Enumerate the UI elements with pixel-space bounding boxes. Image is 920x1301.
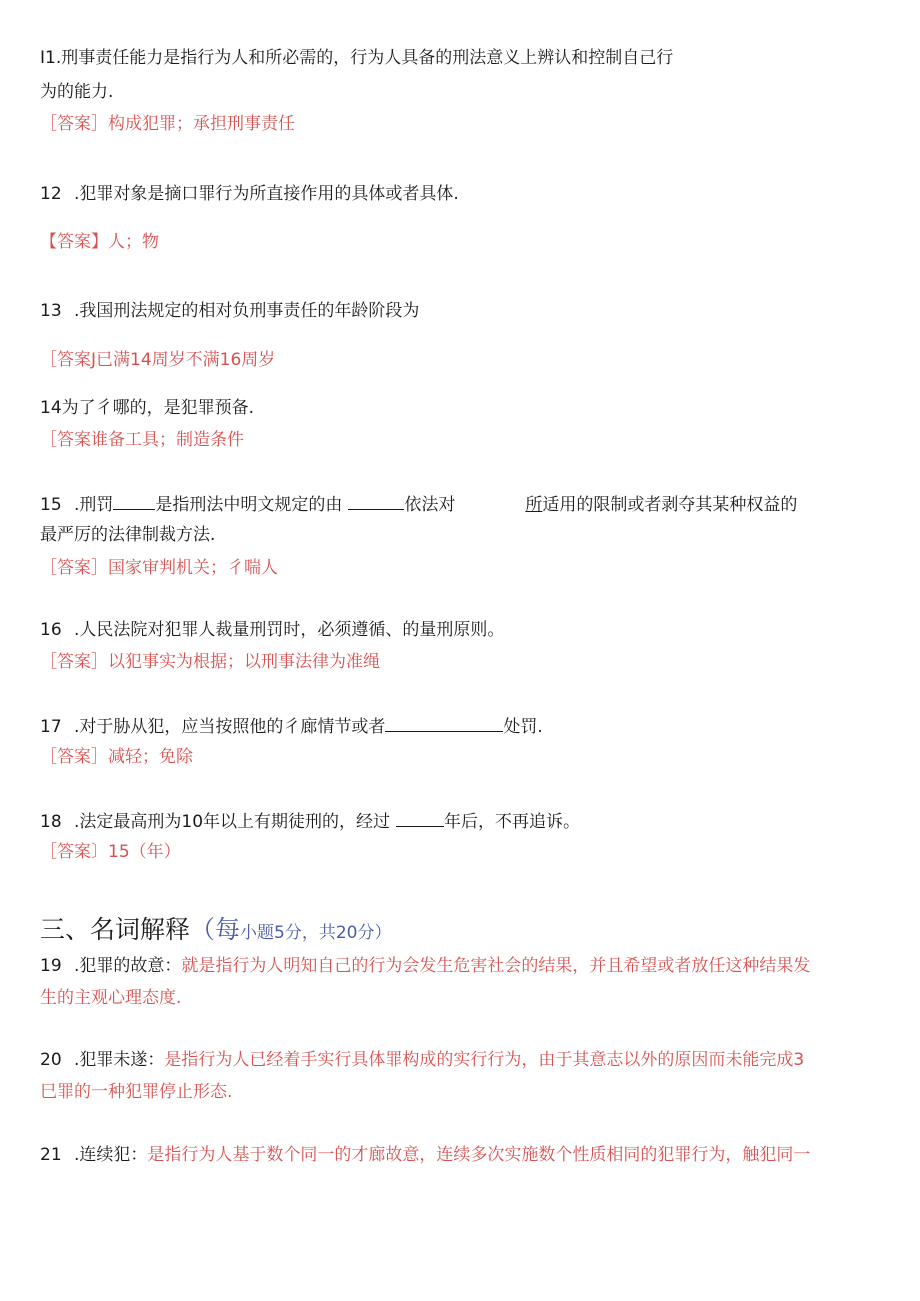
question-text-part: 处罚. — [503, 717, 543, 737]
answer-12: 【答案】人；物 — [40, 232, 159, 252]
question-12 — [40, 182, 459, 206]
question-number: 15 — [40, 495, 62, 515]
definition: 是指行为人基于数个同一的才廊故意，连续多次实施数个性质相同的犯罪行为，触犯同一 — [147, 1145, 811, 1165]
question-number: 21 — [40, 1145, 62, 1165]
question-text-part: .刑罚 — [74, 495, 114, 515]
question-19-line2: 生的主观心理态度. — [40, 988, 182, 1008]
question-text-part: 是指刑法中明文规定的由 — [155, 495, 343, 515]
section-paren: （每 — [190, 915, 241, 944]
fill-blank — [396, 808, 444, 827]
answer-17: ［答案］减轻；免除 — [40, 747, 193, 767]
question-16 — [40, 618, 504, 642]
question-11-line1: I1.刑事责任能力是指行为人和所必需的，行为人具备的刑法意义上辨认和控制自己行 — [40, 48, 674, 68]
definition: 是指行为人已经着手实行具体罪构成的实行行为，由于其意志以外的原因而未能完成3 — [164, 1050, 805, 1070]
question-text-part: .对于胁从犯，应当按照他的彳廊情节或者 — [74, 717, 386, 737]
question-text-part: .法定最高刑为10年以上有期徒刑的，经过 — [74, 812, 391, 832]
answer-16: ［答案］以犯事实为根据；以刑事法律为准绳 — [40, 652, 380, 672]
fill-blank — [113, 491, 155, 510]
question-number: 12 — [40, 184, 62, 204]
question-15-line1 — [40, 491, 797, 517]
term: .犯罪未遂： — [74, 1050, 165, 1070]
term: .连续犯： — [74, 1145, 148, 1165]
question-17 — [40, 713, 543, 739]
question-number: 13 — [40, 301, 62, 321]
question-21-line1 — [40, 1143, 810, 1167]
question-20-line2: 巳罪的一种犯罪停止形态. — [40, 1082, 233, 1102]
answer-13: ［答案J已满14周岁不满16周岁 — [40, 350, 276, 370]
question-14: 14为了彳哪的，是犯罪预备. — [40, 398, 255, 418]
term: .犯罪的故意： — [74, 956, 182, 976]
fill-blank — [348, 491, 404, 510]
question-20-line1 — [40, 1048, 804, 1072]
question-number: 16 — [40, 620, 62, 640]
question-text-part: 所 — [525, 495, 543, 515]
question-text-part: 适用的限制或者剥夺其某种权益的 — [542, 495, 798, 515]
section-points: 小题5分，共20分） — [240, 923, 392, 943]
question-number: 18 — [40, 812, 62, 832]
question-18 — [40, 808, 580, 834]
question-11-line2: 为的能力. — [40, 82, 114, 102]
question-text-part: 年后，不再追诉。 — [444, 812, 581, 832]
question-number: 20 — [40, 1050, 62, 1070]
answer-14: ［答案谁备工具；制造条件 — [40, 430, 244, 450]
answer-18: ［答案〕15（年） — [40, 842, 181, 862]
section-title: 三、名词解释 — [40, 915, 191, 944]
question-text-part: 依法对 — [404, 495, 456, 515]
question-19-line1 — [40, 954, 810, 978]
question-number: 19 — [40, 956, 62, 976]
question-number: 17 — [40, 717, 62, 737]
question-text: .犯罪对象是摘口罪行为所直接作用的具体或者具体. — [74, 184, 459, 204]
definition: 就是指行为人明知自己的行为会发生危害社会的结果，并且希望或者放任这种结果发 — [181, 956, 811, 976]
fill-blank — [385, 713, 503, 732]
question-text: .人民法院对犯罪人裁量刑罚时，必须遵循、的量刑原则。 — [74, 620, 505, 640]
section-heading — [40, 912, 391, 951]
answer-15: ［答案］国家审判机关；彳喘人 — [40, 558, 278, 578]
question-text: .我国刑法规定的相对负刑事责任的年龄阶段为 — [74, 301, 420, 321]
question-13 — [40, 299, 419, 323]
answer-11: ［答案］构成犯罪；承担刑事责任 — [40, 114, 295, 134]
question-15-line2: 最严厉的法律制裁方法. — [40, 525, 216, 545]
